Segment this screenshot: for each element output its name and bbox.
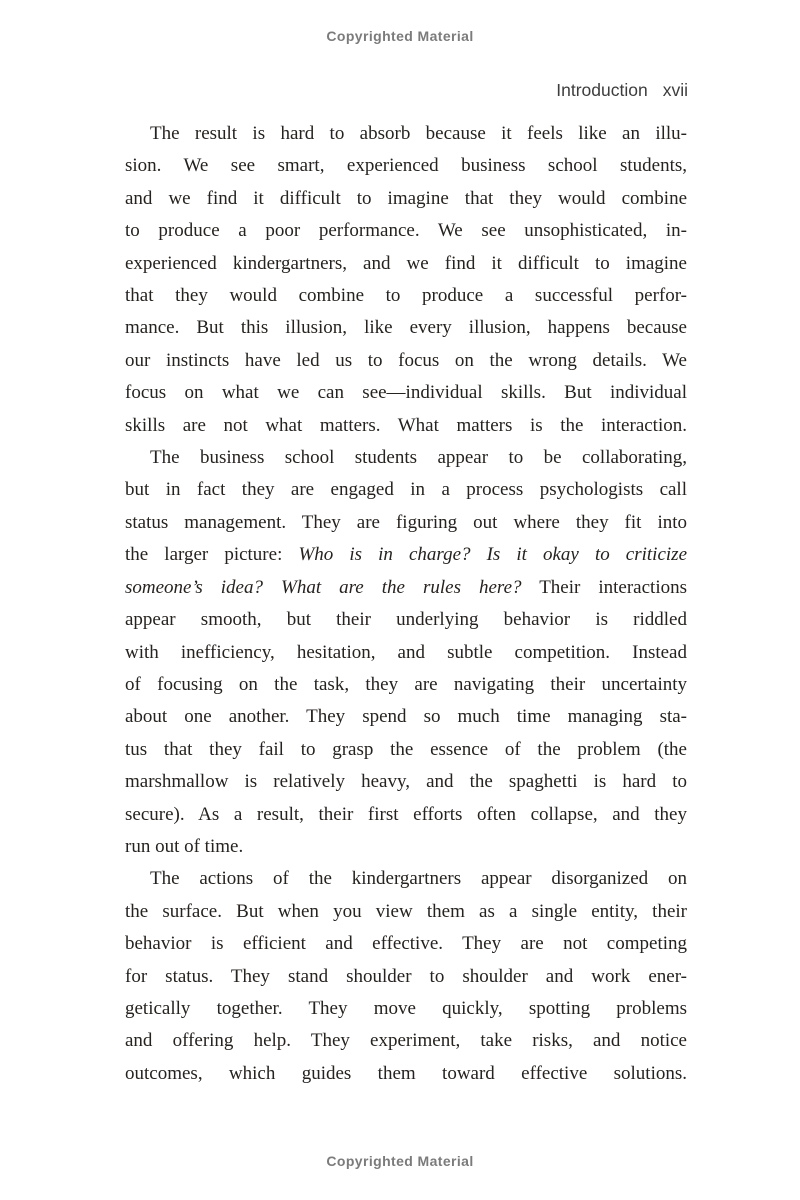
text-segment: appear smooth, but their underlying behavior is riddled (125, 609, 687, 631)
text-segment: about one another. They spend so much time managing sta- (125, 706, 687, 728)
text-line (125, 183, 687, 215)
italic-text: someone’s idea? What are the rules here? (125, 576, 522, 598)
text-line (125, 539, 687, 571)
text-line (125, 280, 687, 312)
text-segment: The actions of the kindergartners appear disorganized on (150, 868, 687, 890)
text-segment: with inefficiency, hesitation, and subtle competition. Instead (125, 641, 687, 663)
text-line (125, 734, 687, 766)
text-line (125, 345, 687, 377)
text-segment: skills are not what matters. What matters is the interaction. (125, 414, 687, 436)
text-line (125, 896, 687, 928)
page-number: xvii (662, 80, 688, 100)
text-line (125, 863, 687, 895)
text-segment: outcomes, which guides them toward effective solutions. (125, 1062, 687, 1084)
text-segment: marshmallow is relatively heavy, and the spaghetti is hard to (125, 771, 687, 793)
text-segment: of focusing on the task, they are navigating their uncertainty (125, 673, 687, 695)
text-line (125, 701, 687, 733)
text-segment: mance. But this illusion, like every illusion, happens because (125, 317, 687, 339)
text-line (125, 1025, 687, 1057)
paragraph (125, 863, 687, 1090)
top-copyright-notice: Copyrighted Material (326, 28, 474, 44)
text-line (125, 507, 687, 539)
text-segment: but in fact they are engaged in a process psychologists call (125, 479, 687, 501)
text-line (125, 637, 687, 669)
text-line (125, 312, 687, 344)
bottom-copyright-notice: Copyrighted Material (326, 1153, 474, 1169)
text-segment: secure). As a result, their first efforts often collapse, and they (125, 803, 687, 825)
text-segment: tus that they fail to grasp the essence of the problem (the (125, 738, 687, 760)
text-line (125, 118, 687, 150)
text-segment: that they would combine to produce a successful perfor- (125, 285, 687, 307)
text-line (125, 248, 687, 280)
text-segment: run out of time. (125, 835, 244, 857)
text-segment: experienced kindergartners, and we find it difficult to imagine (125, 252, 687, 274)
text-line (125, 831, 687, 863)
text-segment: and offering help. They experiment, take risks, and notice (125, 1030, 687, 1052)
text-line (125, 215, 687, 247)
text-line (125, 150, 687, 182)
section-title: Introduction (556, 80, 648, 100)
text-segment: The business school students appear to be collaborating, (150, 447, 687, 469)
text-line (125, 572, 687, 604)
text-line (125, 604, 687, 636)
text-segment: for status. They stand shoulder to shoulder and work ener- (125, 965, 687, 987)
text-segment: behavior is efficient and effective. They are not competing (125, 933, 687, 955)
body-text (125, 118, 687, 1090)
text-segment: and we find it difficult to imagine that they would combine (125, 187, 687, 209)
text-line (125, 1058, 687, 1090)
text-line (125, 928, 687, 960)
text-segment: the larger picture: (125, 544, 299, 566)
text-line (125, 410, 687, 442)
text-segment: getically together. They move quickly, spotting problems (125, 997, 687, 1019)
italic-text: Who is in charge? Is it okay to criticize (298, 544, 688, 566)
text-segment: focus on what we can see—individual skills. But individual (125, 382, 687, 404)
paragraph (125, 442, 687, 863)
text-segment: to produce a poor performance. We see unsophisticated, in- (125, 220, 687, 242)
text-segment: the surface. But when you view them as a single entity, their (125, 900, 687, 922)
text-line (125, 961, 687, 993)
text-segment: The result is hard to absorb because it feels like an illu- (150, 123, 687, 144)
paragraph (125, 118, 687, 442)
text-line (125, 377, 687, 409)
running-header (556, 80, 688, 101)
text-segment: status management. They are figuring out where they fit into (125, 511, 687, 533)
text-line (125, 669, 687, 701)
text-line (125, 766, 687, 798)
text-line (125, 993, 687, 1025)
text-line (125, 442, 687, 474)
text-line (125, 799, 687, 831)
text-segment: Their interactions (521, 576, 687, 598)
text-line (125, 474, 687, 506)
text-segment: our instincts have led us to focus on the wrong details. We (125, 349, 687, 371)
text-segment: sion. We see smart, experienced business school students, (125, 155, 687, 177)
